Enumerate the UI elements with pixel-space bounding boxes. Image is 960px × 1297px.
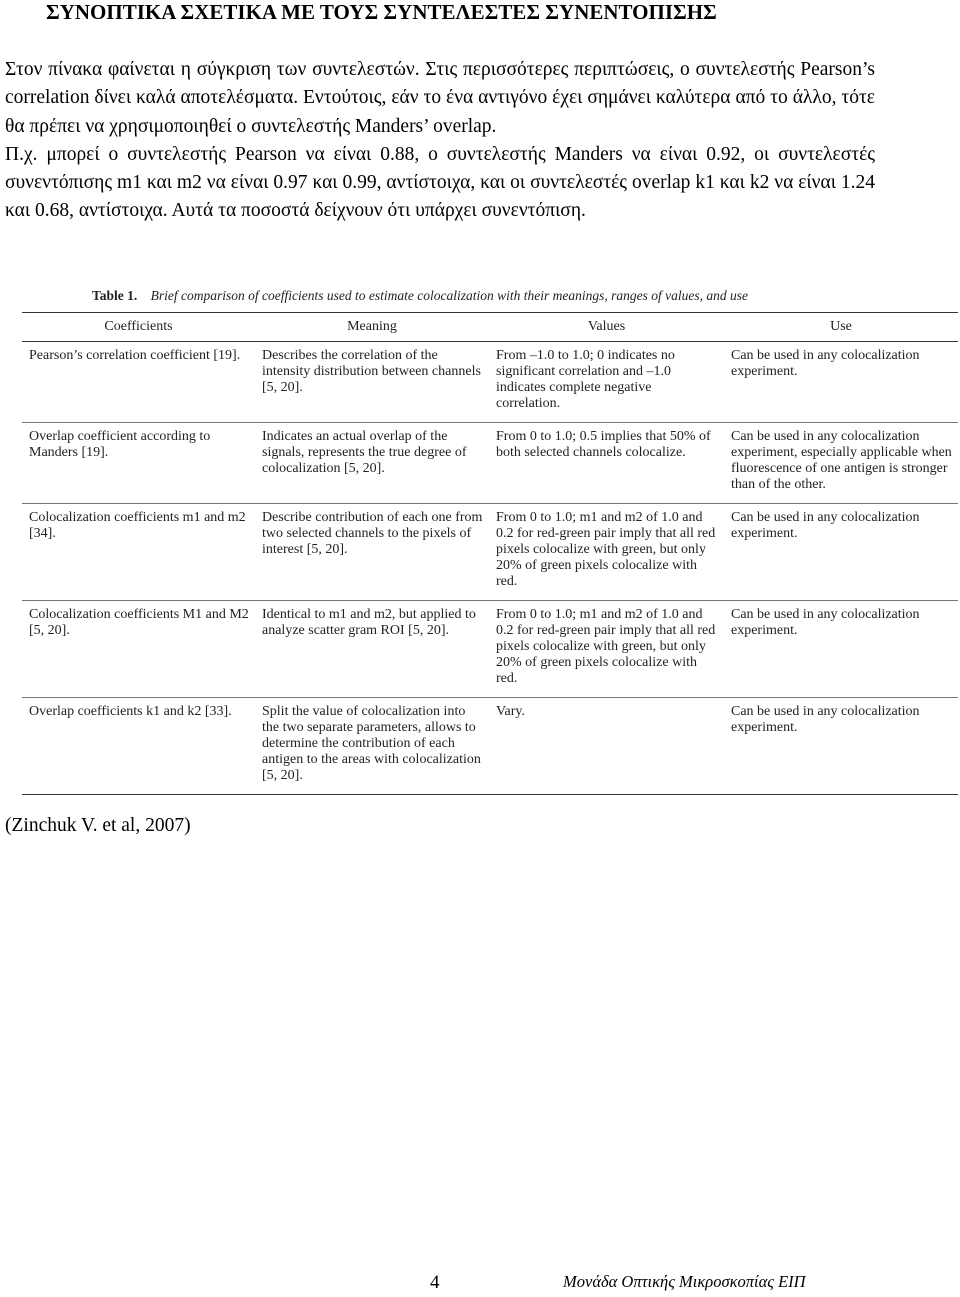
intro-text bbox=[5, 56, 875, 226]
table-label: Table 1. bbox=[92, 288, 138, 303]
table-header-row bbox=[22, 313, 958, 342]
cell-coefficient: Colocalization coefficients M1 and M2 [5, 20]. bbox=[22, 601, 255, 698]
table-caption bbox=[92, 287, 952, 305]
cell-meaning: Indicates an actual overlap of the signals, represents the true degree of colocalization [5, 20]. bbox=[255, 423, 489, 504]
cell-meaning: Split the value of colocalization into the two separate parameters, allows to determine the contribution of each antigen to the areas with colocalization [5, 20]. bbox=[262, 704, 481, 783]
table-row bbox=[22, 504, 958, 601]
example-paragraph: Π.χ. μπορεί ο συντελεστής Pearson να είναι 0.88, ο συντελεστής Manders να είναι 0.92, οι συντελεστές συνεντόπισης m1 και m2 να είναι 0.97 και 0.99, αντίστοιχα, και οι συντελεστές overlap k1 και k2 να είναι 1.24 και 0.68, αντίστοιχα. Αυτά τα ποσοστά δείχνουν ότι υπάρχει συνεντόπιση. bbox=[5, 143, 875, 222]
cell-values: From 0 to 1.0; m1 and m2 of 1.0 and 0.2 for red-green pair imply that all red pixels colocalize with green, but only 20% of green pixels colocalize with red. bbox=[489, 601, 724, 698]
cell-coefficient: Colocalization coefficients m1 and m2 [34]. bbox=[22, 504, 255, 601]
cell-meaning: Identical to m1 and m2, but applied to analyze scatter gram ROI [5, 20]. bbox=[255, 601, 489, 698]
table-row bbox=[22, 601, 958, 698]
cell-coefficient: Overlap coefficient according to Manders [19]. bbox=[22, 423, 255, 504]
coefficients-table bbox=[22, 312, 958, 795]
cell-use: Can be used in any colocalization experiment. bbox=[724, 504, 958, 601]
cell-values: From 0 to 1.0; m1 and m2 of 1.0 and 0.2 for red-green pair imply that all red pixels colocalize with green, but only 20% of green pixels colocalize with red. bbox=[489, 504, 724, 601]
cell-meaning: Describe contribution of each one from two selected channels to the pixels of interest [5, 20]. bbox=[255, 504, 489, 601]
intro-paragraph: Στον πίνακα φαίνεται η σύγκριση των συντελεστών. Στις περισσότερες περιπτώσεις, ο συντελεστής Pearson’s correlation δίνει καλά αποτελέσματα. Εντούτοις, εάν το ένα αντιγόνο έχει σημάνει καλύτερα από το άλλο, τότε θα πρέπει να χρησιμοποιηθεί ο συντελεστής Manders’ overlap. bbox=[5, 59, 875, 137]
table-caption-text: Brief comparison of coefficients used to estimate colocalization with their meanings, ranges of values, and use bbox=[150, 288, 748, 303]
page-number: 4 bbox=[430, 1272, 440, 1293]
header-values: Values bbox=[489, 313, 724, 342]
cell-meaning: Describes the correlation of the intensity distribution between channels [5, 20]. bbox=[255, 342, 489, 423]
citation: (Zinchuk V. et al, 2007) bbox=[5, 815, 191, 836]
cell-values: From 0 to 1.0; 0.5 implies that 50% of both selected channels colocalize. bbox=[489, 423, 724, 504]
cell-values: From –1.0 to 1.0; 0 indicates no significant correlation and –1.0 indicates complete negative correlation. bbox=[489, 342, 724, 423]
cell-use: Can be used in any colocalization experiment. bbox=[731, 704, 920, 735]
cell-coefficient: Pearson’s correlation coefficient [19]. bbox=[22, 342, 255, 423]
header-coefficients: Coefficients bbox=[22, 313, 255, 342]
table-row bbox=[22, 423, 958, 504]
cell-use: Can be used in any colocalization experiment, especially applicable when fluorescence of one antigen is stronger than of the other. bbox=[724, 423, 958, 504]
cell-coefficient: Overlap coefficients k1 and k2 [33]. bbox=[29, 704, 232, 719]
cell-use: Can be used in any colocalization experiment. bbox=[724, 601, 958, 698]
table-row bbox=[22, 342, 958, 423]
table-row bbox=[22, 698, 958, 795]
footer-text: Μονάδα Οπτικής Μικροσκοπίας ΕΙΠ bbox=[563, 1272, 806, 1291]
header-use: Use bbox=[724, 313, 958, 342]
page-title: ΣΥΝΟΠΤΙΚΑ ΣΧΕΤΙΚΑ ΜΕ ΤΟΥΣ ΣΥΝΤΕΛΕΣΤΕΣ ΣΥΝΕΝΤΟΠΙΣΗΣ bbox=[46, 0, 717, 24]
cell-use: Can be used in any colocalization experiment. bbox=[724, 342, 958, 423]
cell-values: Vary. bbox=[496, 704, 526, 719]
header-meaning: Meaning bbox=[255, 313, 489, 342]
